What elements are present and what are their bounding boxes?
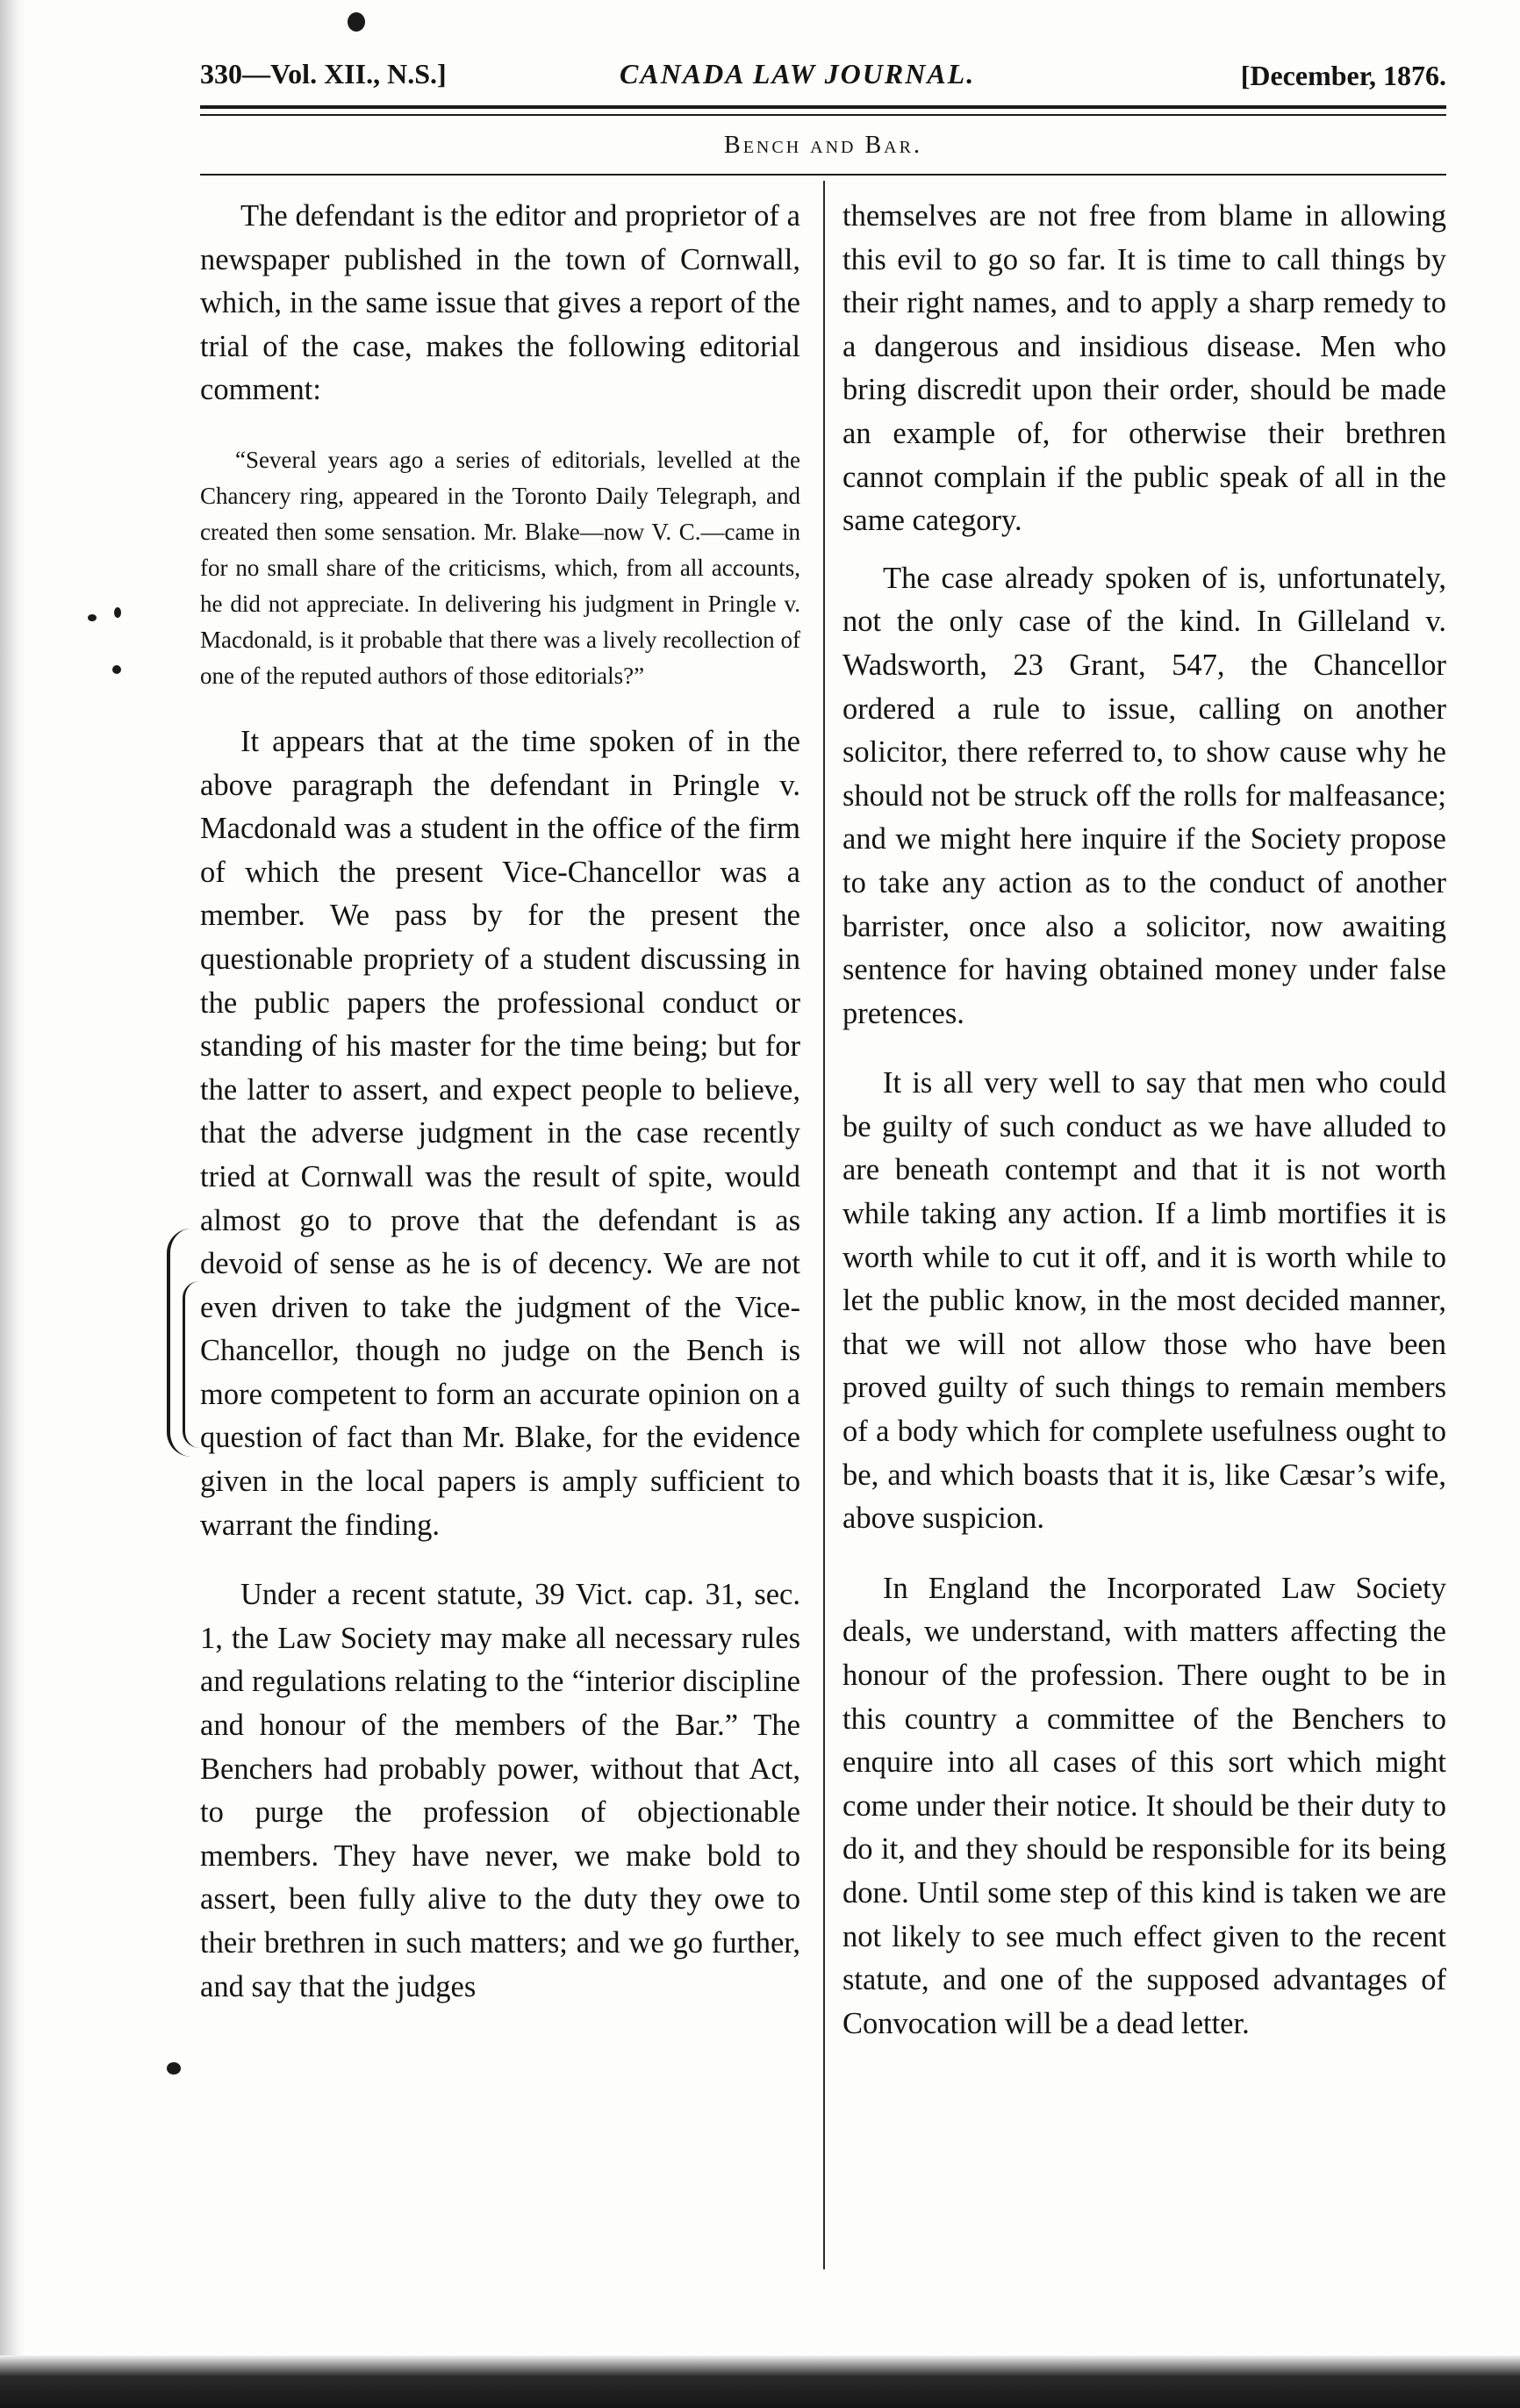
ink-blot-top — [348, 12, 365, 32]
margin-ink-mark-3 — [112, 665, 121, 674]
running-header — [200, 53, 1446, 102]
scan-bottom-edge — [0, 2355, 1520, 2408]
left-paragraph-2: It appears that at the time spoken of in the above paragraph the defendant in Pringle v. Macdonald was a student in the office of the firm of which the present Vice-Chancellor was a member. We pass by for the present the questionable propriety of a student discussing in the public papers the professional conduct or standing of his master for the time being; but for the latter to assert, and expect people to believe, that the adverse judgment in the case recently tried at Cornwall was the result of spite, would almost go to prove that the defendant is as devoid of sense as he is of decency. We are not even driven to take the judgment of the Vice-Chancellor, though no judge on the Bench is more competent to form an accurate opinion on a question of fact than Mr. Blake, for the evidence given in the local papers is amply sufficient to warrant the finding. — [200, 724, 800, 1542]
header-date: [December, 1876. — [1240, 60, 1446, 91]
right-paragraph-2: The case already spoken of is, unfortunately, not the only case of the kind. In Gilleland v. Wadsworth, 23 Grant, 547, the Chancellor ordered a rule to issue, calling on another solicitor, there referred to, to show cause why he should not be struck off the rolls for malfeasance; and we might here inquire if the Society propose to take any action as to the conduct of another barrister, once also a solicitor, now awaiting sentence for having obtained money under false pretences. — [842, 561, 1446, 1030]
left-paragraph-1: The defendant is the editor and proprietor of a newspaper published in the town of Cornwall, which, in the same issue that gives a report of the trial of the case, makes the following editorial comment: — [200, 199, 800, 407]
margin-ink-mark-1 — [88, 614, 97, 621]
column-divider — [823, 181, 825, 2269]
section-rule — [200, 174, 1446, 176]
margin-bracket-mark-inner — [183, 1281, 199, 1448]
right-paragraph-3: It is all very well to say that men who could be guilty of such conduct as we have alluded to are beneath contempt and that it is not worth while taking any action. If a limb mortifies it is worth while to cut it off, and it is worth while to let the public know, in the most decided manner, that we will not allow those who have been proved guilty of such things to remain members of a body which for complete usefulness ought to be, and which boasts that it is, like Cæsar’s wife, above suspicion. — [842, 1066, 1446, 1536]
left-column — [200, 195, 800, 2009]
right-paragraph-1: themselves are not free from blame in allowing this evil to go so far. It is time to call things by their right names, and to apply a sharp remedy to a dangerous and insidious disease. Men who bring discredit upon their order, should be made an example of, for otherwise their brethren cannot complain if the public speak of all in the same category. — [842, 199, 1446, 538]
margin-ink-mark-2 — [114, 607, 121, 618]
editorial-quote: “Several years ago a series of editorials, levelled at the Chancery ring, appeared in the Toronto Daily Telegraph, and created then some sensation. Mr. Blake—now V. C.—came in for no small share of the criticisms, which, from all accounts, he did not appreciate. In delivering his judgment in Pringle v. Macdonald, is it probable that there was a lively recollection of one of the reputed authors of those editorials?” — [200, 446, 800, 689]
header-rule-thick — [200, 105, 1446, 109]
margin-ink-mark-4 — [167, 2062, 181, 2075]
scan-edge-shadow — [0, 0, 25, 2408]
header-journal-title: CANADA LAW JOURNAL. — [620, 58, 976, 90]
right-column — [842, 195, 1446, 2046]
header-volume: 330—Vol. XII., N.S.] — [200, 58, 447, 90]
section-title: Bench and Bar. — [724, 132, 922, 159]
left-paragraph-3: Under a recent statute, 39 Vict. cap. 31, sec. 1, the Law Society may make all necessary rules and regulations relating to the “interior discipline and honour of the members of the Bar.” The Benchers had probably power, without that Act, to purge the profession of objectionable members. They have never, we make bold to assert, been fully alive to the duty they owe to their brethren in such matters; and we go further, and say that the judges — [200, 1578, 800, 2003]
right-paragraph-4: In England the Incorporated Law Society deals, we understand, with matters affecting the honour of the profession. There ought to be in this country a committee of the Benchers to enquire into all cases of this sort which might come under their notice. It should be their duty to do it, and they should be responsible for its being done. Until some step of this kind is taken we are not likely to see much effect given to the recent statute, and one of the supposed advantages of Convocation will be a dead letter. — [842, 1571, 1446, 2040]
header-rule-thin — [200, 114, 1446, 116]
